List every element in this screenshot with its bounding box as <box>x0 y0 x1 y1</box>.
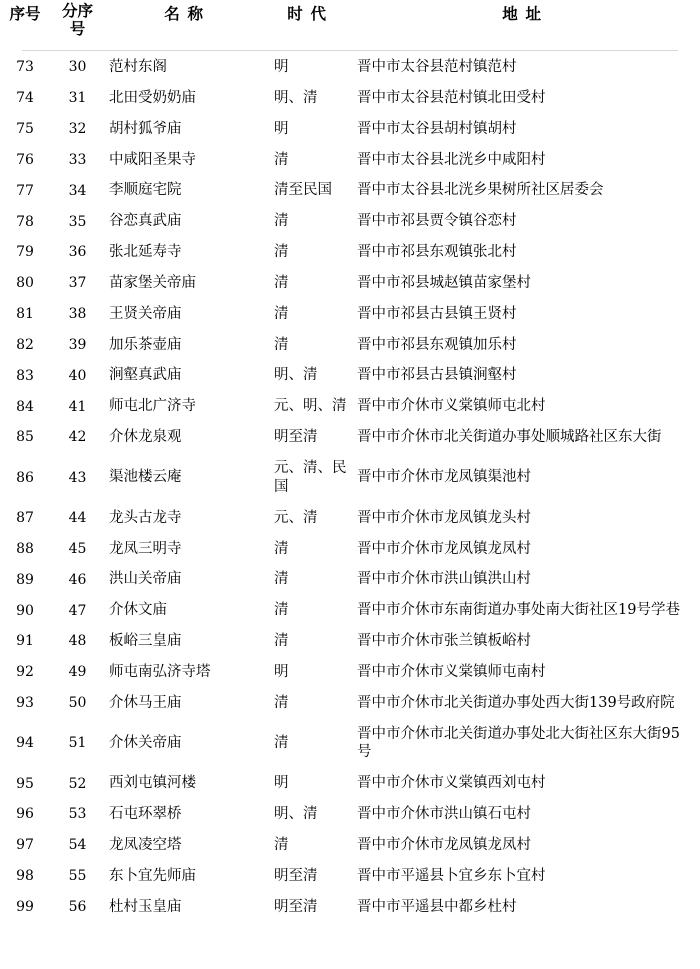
cell-era: 清 <box>274 734 289 751</box>
cell-site-name: 东卜宜先师庙 <box>109 867 196 884</box>
column-header-name <box>105 0 270 49</box>
cell-era: 清 <box>274 151 289 168</box>
cell-sub-sequence-number: 39 <box>68 336 87 353</box>
cell-sequence-number: 75 <box>16 121 34 138</box>
cell-site-name: 西刘屯镇河楼 <box>109 775 196 792</box>
cell-address: 晋中市祁县古县镇涧壑村 <box>357 367 517 384</box>
table-row <box>0 830 700 861</box>
cell-sequence-number: 80 <box>16 275 34 292</box>
cell-site-name: 张北延寿寺 <box>109 244 182 261</box>
cell-address: 晋中市介休市北关街道办事处西大街139号政府院 <box>357 694 675 711</box>
cell-sequence-number: 81 <box>16 306 34 323</box>
cell-address: 晋中市太谷县北洸乡中咸阳村 <box>357 151 546 168</box>
cell-sub-sequence-number: 49 <box>68 664 87 681</box>
table-row <box>0 453 700 503</box>
cell-era: 明至清 <box>274 898 318 915</box>
table-row <box>0 564 700 595</box>
table-row <box>0 719 700 769</box>
cell-sub-sequence-number: 32 <box>68 121 87 138</box>
cell-era: 元、明、清 <box>274 398 347 415</box>
cell-address: 晋中市介休市北关街道办事处北大街社区东大街95号 <box>357 725 680 761</box>
table-row <box>0 268 700 299</box>
cell-era: 清 <box>274 244 289 261</box>
cell-era: 明 <box>274 59 289 75</box>
cell-sequence-number: 86 <box>16 469 34 486</box>
column-header-sub-sequence-line2: 号 <box>69 18 86 38</box>
cell-site-name: 板峪三皇庙 <box>109 633 182 650</box>
column-header-era <box>270 0 351 49</box>
cell-sub-sequence-number: 55 <box>68 868 87 885</box>
table-row <box>0 626 700 657</box>
cell-site-name: 谷恋真武庙 <box>109 213 182 230</box>
cell-site-name: 介休关帝庙 <box>109 734 182 751</box>
cell-site-name: 介休龙泉观 <box>109 429 182 446</box>
cell-era: 清 <box>274 694 289 711</box>
cell-site-name: 石屯环翠桥 <box>109 806 182 823</box>
cell-sequence-number: 77 <box>16 182 34 199</box>
table-row <box>0 237 700 268</box>
cell-site-name: 李顺庭宅院 <box>109 182 182 199</box>
table-row <box>0 330 700 361</box>
cell-address: 晋中市祁县东观镇加乐村 <box>357 336 517 353</box>
cell-address: 晋中市祁县贾令镇谷恋村 <box>357 213 517 230</box>
cell-sub-sequence-number: 56 <box>68 898 87 915</box>
table-row <box>0 861 700 892</box>
table-row <box>0 892 700 923</box>
cell-sub-sequence-number: 42 <box>68 429 87 446</box>
cell-address: 晋中市介休市龙凤镇龙凤村 <box>357 836 531 853</box>
table-row <box>0 595 700 626</box>
cell-site-name: 中咸阳圣果寺 <box>109 151 196 168</box>
table-row <box>0 114 700 145</box>
cell-era: 明至清 <box>274 867 318 884</box>
table-row <box>0 534 700 565</box>
cell-sub-sequence-number: 51 <box>68 735 87 752</box>
cell-sub-sequence-number: 54 <box>68 837 87 854</box>
cell-sub-sequence-number: 38 <box>68 306 87 323</box>
cell-sequence-number: 97 <box>16 837 34 854</box>
cell-sub-sequence-number: 50 <box>68 695 87 712</box>
table-row <box>0 145 700 176</box>
cell-sub-sequence-number: 53 <box>68 806 87 823</box>
cell-sequence-number: 90 <box>16 602 34 619</box>
cell-address: 晋中市祁县古县镇王贤村 <box>357 305 517 322</box>
cell-site-name: 介休马王庙 <box>109 694 182 711</box>
cell-site-name: 苗家堡关帝庙 <box>109 274 196 291</box>
cell-address: 晋中市祁县城赵镇苗家堡村 <box>357 274 531 291</box>
cell-era: 明 <box>274 663 289 680</box>
cell-sub-sequence-number: 40 <box>68 367 87 384</box>
cell-sequence-number: 85 <box>16 429 34 446</box>
cell-site-name: 范村东阁 <box>109 59 167 75</box>
cell-era: 清 <box>274 274 289 291</box>
cell-address: 晋中市介休市义棠镇西刘屯村 <box>357 775 546 792</box>
cell-address: 晋中市太谷县胡村镇胡村 <box>357 120 517 137</box>
cell-era: 清至民国 <box>274 182 332 199</box>
table-row <box>0 83 700 114</box>
cell-sub-sequence-number: 46 <box>68 571 87 588</box>
cell-site-name: 北田受奶奶庙 <box>109 89 196 106</box>
cell-era: 清 <box>274 213 289 230</box>
cell-sub-sequence-number: 31 <box>68 90 87 107</box>
cell-address: 晋中市介休市张兰镇板峪村 <box>357 633 531 650</box>
column-header-era-text: 时代 <box>287 4 334 23</box>
cell-site-name: 师屯北广济寺 <box>109 398 196 415</box>
table-row <box>0 391 700 422</box>
cell-sequence-number: 94 <box>16 735 34 752</box>
cell-era: 明至清 <box>274 429 318 446</box>
cell-site-name: 胡村狐爷庙 <box>109 120 182 137</box>
table-row <box>0 360 700 391</box>
cell-address: 晋中市平遥县中都乡杜村 <box>357 898 517 915</box>
table-row <box>0 422 700 453</box>
table-body <box>0 52 700 922</box>
cell-site-name: 杜村玉皇庙 <box>109 898 182 915</box>
cell-site-name: 渠池楼云庵 <box>109 469 182 486</box>
cell-address: 晋中市介休市义棠镇师屯南村 <box>357 663 546 680</box>
cell-address: 晋中市太谷县范村镇北田受村 <box>357 89 546 106</box>
column-header-sequence: 序号 <box>9 4 41 23</box>
cell-sequence-number: 76 <box>16 151 34 168</box>
cell-sub-sequence-number: 35 <box>68 213 87 230</box>
cell-site-name: 介休文庙 <box>109 602 167 619</box>
cell-era: 元、清、民国 <box>274 459 347 495</box>
header-divider-line <box>22 50 678 51</box>
cell-sub-sequence-number: 37 <box>68 275 87 292</box>
cell-sequence-number: 95 <box>16 775 34 792</box>
cell-sub-sequence-number: 41 <box>68 398 87 415</box>
cell-era: 明、清 <box>274 806 318 823</box>
cell-era: 清 <box>274 602 289 619</box>
cell-site-name: 加乐茶壶庙 <box>109 336 182 353</box>
column-header-sub-sequence-line1: 分序 <box>61 1 93 20</box>
table-row <box>0 688 700 719</box>
column-header-sub-sequence <box>50 0 105 49</box>
cell-address: 晋中市介休市义棠镇师屯北村 <box>357 398 546 415</box>
cell-address: 晋中市平遥县卜宜乡东卜宜村 <box>357 867 546 884</box>
cell-address: 晋中市介休市洪山镇洪山村 <box>357 571 531 588</box>
cell-sequence-number: 83 <box>16 367 34 384</box>
cell-sub-sequence-number: 44 <box>68 509 87 526</box>
cell-sub-sequence-number: 47 <box>68 602 87 619</box>
cell-sequence-number: 92 <box>16 664 34 681</box>
cell-sub-sequence-number: 33 <box>68 151 87 168</box>
cell-address: 晋中市介休市龙凤镇渠池村 <box>357 469 531 486</box>
cell-sequence-number: 99 <box>16 898 34 915</box>
cell-era: 清 <box>274 305 289 322</box>
cell-era: 清 <box>274 571 289 588</box>
cell-sequence-number: 73 <box>16 59 34 76</box>
cell-sequence-number: 91 <box>16 633 34 650</box>
cell-address: 晋中市介休市北关街道办事处顺城路社区东大街 <box>357 429 662 446</box>
column-header-address <box>351 0 700 49</box>
table-row <box>0 206 700 237</box>
cell-sequence-number: 89 <box>16 571 34 588</box>
table-row <box>0 799 700 830</box>
cell-era: 明 <box>274 120 289 137</box>
cell-site-name: 龙凤三明寺 <box>109 540 182 557</box>
table-row <box>0 175 700 206</box>
cell-sub-sequence-number: 30 <box>68 59 87 76</box>
cell-sequence-number: 93 <box>16 695 34 712</box>
cell-sub-sequence-number: 48 <box>68 633 87 650</box>
cell-site-name: 龙头古龙寺 <box>109 509 182 526</box>
cell-address: 晋中市太谷县范村镇范村 <box>357 59 517 75</box>
cell-sub-sequence-number: 34 <box>68 182 87 199</box>
cell-sequence-number: 79 <box>16 244 34 261</box>
cell-era: 明、清 <box>274 89 318 106</box>
cell-era: 元、清 <box>274 509 318 526</box>
cell-site-name: 王贤关帝庙 <box>109 305 182 322</box>
cell-era: 明 <box>274 775 289 792</box>
cell-address: 晋中市介休市洪山镇石屯村 <box>357 806 531 823</box>
table-row <box>0 657 700 688</box>
table-row <box>0 299 700 330</box>
table-header <box>0 0 700 52</box>
cell-address: 晋中市祁县东观镇张北村 <box>357 244 517 261</box>
cell-site-name: 涧壑真武庙 <box>109 367 182 384</box>
cell-era: 清 <box>274 633 289 650</box>
cell-era: 清 <box>274 540 289 557</box>
cell-address: 晋中市太谷县北洸乡果树所社区居委会 <box>357 182 604 199</box>
table-row <box>0 768 700 799</box>
table-row <box>0 52 700 83</box>
cell-sub-sequence-number: 36 <box>68 244 87 261</box>
cell-sub-sequence-number: 43 <box>68 469 87 486</box>
cell-sequence-number: 82 <box>16 336 34 353</box>
column-header-name-text: 名称 <box>164 4 211 23</box>
cell-site-name: 师屯南弘济寺塔 <box>109 663 211 680</box>
cell-address: 晋中市介休市东南街道办事处南大街社区19号学巷 <box>357 602 680 619</box>
cell-sequence-number: 87 <box>16 509 34 526</box>
cell-era: 清 <box>274 836 289 853</box>
cell-era: 清 <box>274 336 289 353</box>
cell-sub-sequence-number: 52 <box>68 775 87 792</box>
cell-sequence-number: 96 <box>16 806 34 823</box>
cell-sequence-number: 98 <box>16 868 34 885</box>
cell-address: 晋中市介休市龙凤镇龙头村 <box>357 509 531 526</box>
cell-sequence-number: 78 <box>16 213 34 230</box>
cell-sequence-number: 74 <box>16 90 34 107</box>
cell-sequence-number: 84 <box>16 398 34 415</box>
cell-era: 明、清 <box>274 367 318 384</box>
cell-sequence-number: 88 <box>16 540 34 557</box>
cell-sub-sequence-number: 45 <box>68 540 87 557</box>
cell-site-name: 龙凤凌空塔 <box>109 836 182 853</box>
table-row <box>0 503 700 534</box>
cell-address: 晋中市介休市龙凤镇龙凤村 <box>357 540 531 557</box>
cell-site-name: 洪山关帝庙 <box>109 571 182 588</box>
column-header-address-text: 地址 <box>502 4 549 23</box>
